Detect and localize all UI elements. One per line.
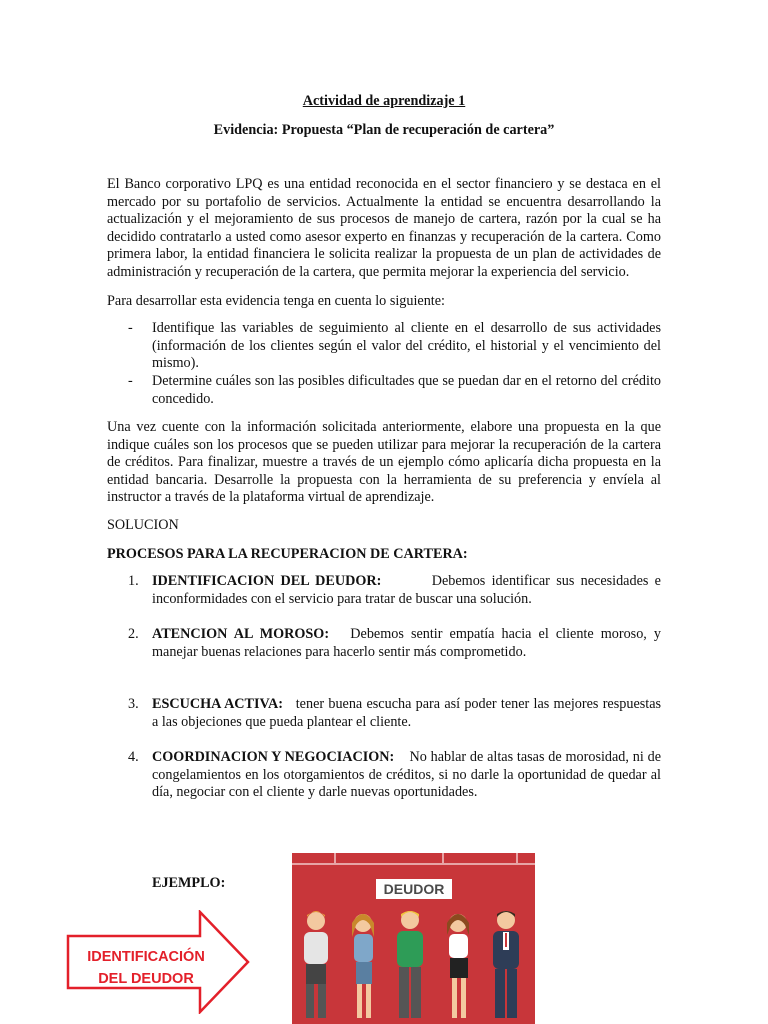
item-number: 4. xyxy=(128,749,139,765)
bullet-marker: - xyxy=(128,373,133,389)
process-item-label: ESCUCHA ACTIVA: xyxy=(152,696,283,712)
deudor-tag: DEUDOR xyxy=(376,879,452,899)
process-item-text: tener buena escucha para así poder tener las mejores respuestas a las objeciones que pueda plantear el cliente. xyxy=(152,696,662,730)
arrow-label-line2: DEL DEUDOR xyxy=(98,971,194,987)
process-item-text: No hablar de altas tasas de morosidad, ni de congelamientos en los otorgamientos de créditos, si no darle la oportunidad de quedar al día, negociar con el cliente y darle nuevas oportunidades. xyxy=(152,749,661,801)
bullet-item: Identifique las variables de seguimiento al cliente en el desarrollo de sus actividades (información de los clientes según el valor del crédito, el historial y el vencimiento del mismo). xyxy=(152,320,661,372)
arrow-label-line1: IDENTIFICACIÓN xyxy=(87,949,205,965)
lead-paragraph: Para desarrollar esta evidencia tenga en cuenta lo siguiente: xyxy=(107,293,445,309)
arrow-label xyxy=(66,946,226,990)
process-item-label: ATENCION AL MOROSO: xyxy=(152,626,330,642)
ejemplo-label: EJEMPLO: xyxy=(152,875,226,891)
person-icon xyxy=(352,914,374,1018)
person-icon xyxy=(447,914,469,1018)
process-item-label: COORDINACION Y NEGOCIACION: xyxy=(152,749,395,765)
process-item-text: Debemos sentir empatía hacia el cliente moroso, y manejar buenas relaciones para hacerlo sentir más comprometido. xyxy=(152,626,662,660)
bullet-item: Determine cuáles son las posibles dificultades que se puedan dar en el retorno del crédito concedido. xyxy=(152,373,661,407)
process-item xyxy=(152,626,661,661)
process-item xyxy=(152,573,661,608)
closing-paragraph: Una vez cuente con la información solicitada anteriormente, elabore una propuesta en la que indique cuáles son los procesos que se pueden utilizar para mejorar la recuperación de la cartera de créditos. Para finalizar, muestre a través de un ejemplo cómo aplicaría dicha propuesta en la entidad bancaria. Desarrolle la propuesta con la herramienta de su preferencia y envíela al instructor a través de la plataforma virtual de aprendizaje. xyxy=(107,419,661,506)
process-item-text: Debemos identificar sus necesidades e inconformidades con el servicio para tratar de buscar una solución. xyxy=(152,573,661,607)
people-group-icon xyxy=(292,853,535,1024)
process-item-label: IDENTIFICACION DEL DEUDOR: xyxy=(152,573,382,589)
bullet-marker: - xyxy=(128,320,133,336)
process-item xyxy=(152,696,661,731)
item-number: 1. xyxy=(128,573,139,589)
intro-paragraph: El Banco corporativo LPQ es una entidad reconocida en el sector financiero y se destaca en el mercado por su portafolio de servicios. Actualmente la entidad se encuentra desarrollando la actualización y el mejoramiento de sus procesos de manejo de cartera, razón por la cual se ha decidido contratarlo a usted como asesor experto en finanzas y recuperación de la cartera. Como primera labor, la entidad financiera le solicita realizar la propuesta de un plan de actividades de administración y recuperación de la cartera, que permita mejorar la experiencia del servicio. xyxy=(107,176,661,280)
debtor-illustration xyxy=(292,853,535,1024)
solucion-label: SOLUCION xyxy=(107,517,179,533)
item-number: 3. xyxy=(128,696,139,712)
person-icon xyxy=(304,911,328,1018)
document-subtitle: Evidencia: Propuesta “Plan de recuperación de cartera” xyxy=(213,122,555,138)
document-title: Actividad de aprendizaje 1 xyxy=(302,93,466,109)
item-number: 2. xyxy=(128,626,139,642)
procesos-heading: PROCESOS PARA LA RECUPERACION DE CARTERA: xyxy=(107,546,468,562)
person-icon xyxy=(493,911,519,1018)
process-item xyxy=(152,749,661,802)
person-icon xyxy=(397,911,423,1018)
